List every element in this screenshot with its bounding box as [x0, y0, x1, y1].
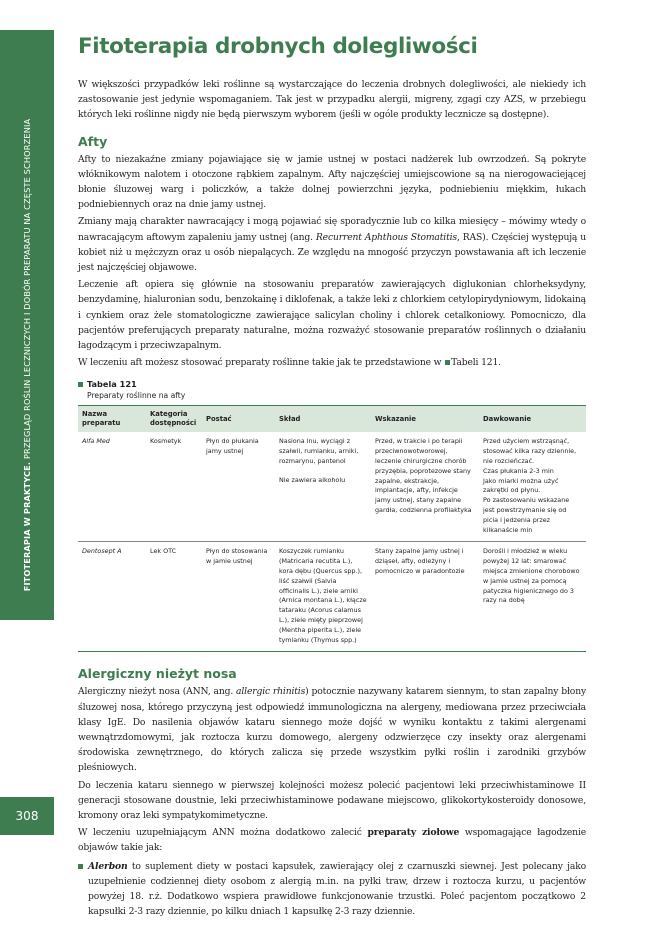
section-heading-allergic-rhinitis: Alergiczny nieżyt nosa [78, 666, 237, 682]
afty-p2-start: Zmiany mają charakter nawracający i mogą pojawiać się sporadycznie lub co kilka miesięcy – mówimy wtedy o nawracającym aftowym zapaleniu jamy ustnej (ang. [78, 216, 586, 243]
afty-paragraph-3: Leczenie aft opiera się głównie na stosowaniu preparatów zawierających diglukonian chlorheksydyny, benzydaminę, hialuronian sodu, benzokainę i diklofenak, a także leki z chlorkiem cetylopirydyniowym, lidokainą i cynkiem oraz żele stomatologiczne zawierające salicylan choliny i chlorek cetalkoniowy. Pomocniczo, dla pacjentów preferujących preparaty naturalne, można rozważyć stosowanie preparatów roślinnych o działaniu łagodzącym i przeciwzapalnym. [78, 279, 586, 352]
column-header: Wskazanie [371, 406, 479, 433]
product-dosage [479, 432, 586, 541]
running-header [22, 119, 32, 592]
column-header: Kategoria dostępności [146, 406, 202, 433]
product-indication: Stany zapalne jamy ustnej i dziąseł, afty, odleżyny i pomocniczo w paradontozie [371, 542, 479, 652]
table-header-row [78, 406, 586, 433]
table-subtitle: Preparaty roślinne na afty [87, 391, 186, 401]
dosage-line: Czas płukania 2-3 min [483, 466, 554, 475]
product-form: Płyn do płukania jamy ustnej [202, 432, 275, 541]
afty-p2-term: Recurrent Aphthous Stomatitis [315, 231, 457, 243]
rhinitis-p3-start: W leczeniu uzupełniającym ANN można dodatkowo zalecić [78, 827, 368, 839]
afty-paragraph-2 [78, 214, 586, 275]
rhinitis-paragraph-1 [78, 684, 586, 775]
herbal-product-list [78, 859, 586, 920]
product-dosage: Dorośli i młodzież w wieku powyżej 12 lat: smarować miejsca zmienione chorobowo w jamie ustnej za pomocą patyczka higienicznego do 3 razy na dobę [479, 542, 586, 652]
product-category: Lek OTC [146, 542, 202, 652]
running-header-regular: PRZEGLĄD ROŚLIN LECZNICZYCH I DOBÓR PREPARATU NA CZĘSTE SCHORZENIA [22, 118, 32, 462]
rhinitis-paragraph-2: Do leczenia kataru siennego w pierwszej kolejności możesz polecić pacjentowi leki przeciwhistaminowe II generacji stosowane doustnie, leki przeciwhistaminowe podawane miejscowo, glikokortykosteroidy donosowe, kromony oraz leki sympatykomimetyczne. [78, 779, 586, 822]
square-bullet-icon [78, 864, 83, 869]
product-composition [275, 432, 371, 541]
alerbon-description: to suplement diety w postaci kapsułek, zawierający olej z czarnuszki siewnej. Jest polecany jako uzupełnienie codziennej diety osobom z alergią m.in. na pyłki traw, drzew i roztocza kurzu, u pacjentów powyżej 18. r.ż. Dodatkowo wspiera prawidłowe funkcjonowanie trzustki. Poleć pacjentom początkowo 2 kapsułki 2-3 razy dziennie, po kilku dniach 1 kapsułkę 2-3 razy dziennie. [88, 860, 586, 918]
intro-paragraph: W większości przypadków leki roślinne są wystarczające do leczenia drobnych dolegliwości, ale niekiedy ich zastosowanie jest jedynie wspomaganiem. Tak jest w przypadku alergii, migreny, zgagi czy AZS, w przebiegu których leki roślinne nigdy nie będą pierwszym wyborem (jeśli w ogóle produkty lecznicze są dostępne). [78, 79, 586, 121]
main-content [78, 34, 586, 919]
product-name-alerbon: Alerbon [88, 860, 128, 872]
product-name: Dentosept A [78, 542, 146, 652]
sidebar [0, 0, 56, 945]
table-label: Tabela 121 [87, 379, 137, 390]
rhinitis-p3-bold: preparaty ziołowe [367, 827, 460, 839]
product-name: Alfa Med [78, 432, 146, 541]
list-item [78, 859, 586, 920]
page-title: Fitoterapia drobnych dolegliwości [78, 34, 478, 59]
afty-p4-start: W leczeniu aft możesz stosować preparaty roślinne takie jak te przedstawione w [78, 357, 445, 369]
sidebar-strip [0, 30, 54, 620]
running-header-bold: FITOTERAPIA W PRAKTYCE. [22, 461, 32, 592]
composition-line: Nie zawiera alkoholu [279, 475, 346, 484]
table-row [78, 432, 586, 541]
page-number: 308 [0, 797, 54, 835]
afty-p2-end: , RAS). Częściej występują u kobiet niż u mężczyzn oraz u osób niepalących. Ze względu na mnogość przyczyn powstawania aft ich leczenie jest najczęściej objawowe. [78, 231, 586, 274]
column-header: Nazwa preparatu [78, 406, 146, 433]
rhinitis-p1-end: ) potocznie nazywany katarem siennym, to stan zapalny błony śluzowej nosa, którego przyczyną jest odpowiedź immunologiczna na alergeny, mediowana przez przeciwciała klasy IgE. Do nasilenia objawów kataru siennego może dojść w wyniku kontaktu z takimi alergenami wewnątrzdomowymi, jak roztocza kurzu domowego, alergeny odzwierzęce czy insekty oraz alergenami środowiska zewnętrznego, do których zalicza się przede wszystkim pyłki roślin i zarodniki grzybów pleśniowych. [78, 686, 586, 774]
table-reference-link[interactable]: Tabeli 121. [451, 357, 501, 369]
herbal-products-table [78, 405, 586, 652]
dosage-line: Po zastosowaniu wskazane jest powstrzymanie się od picia i jedzenia przez kilkanaście min [483, 496, 570, 534]
column-header: Skład [275, 406, 371, 433]
square-bullet-icon [78, 382, 83, 387]
afty-paragraph-1: Afty to niezakaźne zmiany pojawiające się w jamie ustnej w postaci nadżerek lub owrzodzeń. Są pokryte włóknikowym nalotem i otoczone rąbkiem zapalnym. Afty najczęściej umiejscowione są na nierogowaciejącej błonie śluzowej warg i policzków, a także dolnej powierzchni języka, podniebieniu miękkim, łukach podniebiennych oraz na dnie jamy ustnej. [78, 153, 586, 211]
dosage-line: Jako miarki można użyć zakrętki od płynu. [483, 476, 559, 495]
square-bullet-icon [445, 360, 450, 365]
product-composition: Koszyczek rumianku (Matricaria recutita L.), kora dębu (Quercus spp.), liść szałwii (Salvia officinalis L.), ziele arniki (Arnica montana L.), kłącze tataraku (Acorus calamus L.), ziele mięty pieprzowej (Mentha piperita L.), ziele tymianku (Thymus spp.) [275, 542, 371, 652]
section-heading-afty: Afty [78, 133, 108, 149]
cell-spacer [279, 467, 367, 476]
rhinitis-p1-start: Alergiczny nieżyt nosa (ANN, ang. [78, 686, 237, 698]
rhinitis-paragraph-3 [78, 825, 586, 855]
column-header: Dawkowanie [479, 406, 586, 433]
rhinitis-p1-term: allergic rhinitis [236, 686, 306, 698]
rhinitis-p3-end: wspomagające łagodzenie objawów takie jak: [78, 827, 587, 854]
product-form: Płyn do stosowania w jamie ustnej [202, 542, 275, 652]
afty-paragraph-4 [78, 355, 586, 370]
table-caption [78, 379, 586, 389]
product-category: Kosmetyk [146, 432, 202, 541]
table-row [78, 542, 586, 652]
product-indication: Przed, w trakcie i po terapii przeciwnowotworowej, leczenie chirurgiczne chorób przyzębia, poprotezowe stany zapalne, ekstrakcje, implantacje, afty, infekcje jamy ustnej, stany zapalne gardła, codzienna profilaktyka [371, 432, 479, 541]
column-header: Postać [202, 406, 275, 433]
dosage-line: Przed użyciem wstrząsnąć, stosować kilka razy dziennie, [483, 437, 577, 456]
dosage-line: nie rozcieńczać. [483, 457, 535, 466]
composition-line: Nasiona lnu, wyciągi z szałwii, rumianku, arniki, rozmarynu, pantenol [279, 437, 359, 466]
